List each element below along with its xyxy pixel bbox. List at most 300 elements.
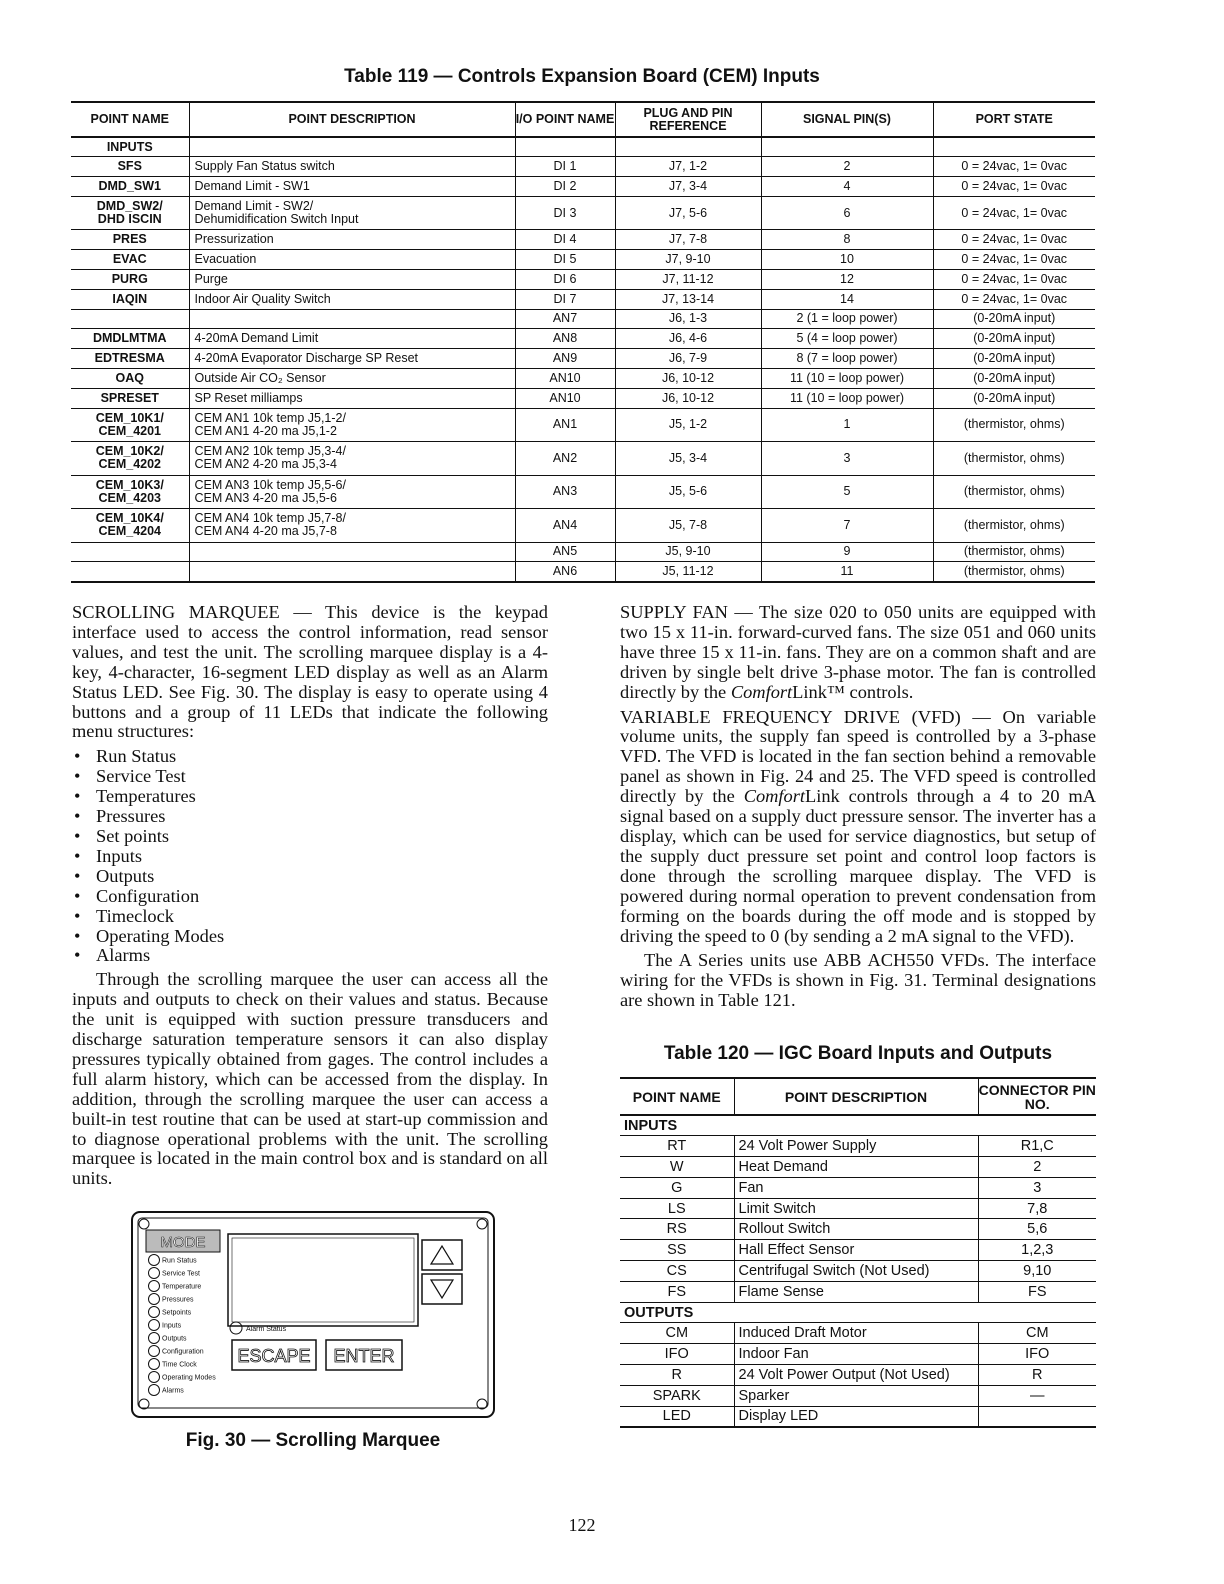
io-point-name: [515, 157, 615, 177]
point-description-text: Indoor Air Quality Switch: [194, 291, 331, 306]
point-name: [71, 329, 189, 349]
table-row: [71, 509, 1095, 543]
signal-pins-text: 3: [843, 450, 851, 465]
list-item: • Set points: [72, 827, 548, 847]
plug-pin-reference-text: J7, 7-8: [668, 232, 708, 247]
list-item: • Timeclock: [72, 907, 548, 927]
connector-pin: IFO: [978, 1344, 1096, 1365]
port-state: [933, 562, 1095, 582]
point-name-text: CEM_10K4/: [95, 511, 164, 526]
plug-pin-reference-text: J5, 3-4: [668, 450, 708, 465]
port-state-text: 0 = 24vac, 1= 0vac: [961, 291, 1068, 306]
right-column: [620, 603, 1096, 1016]
section-label: OUTPUTS: [620, 1302, 1096, 1323]
point-name-text: CEM_10K2/: [95, 444, 164, 459]
point-description-text: Demand Limit - SW1: [194, 178, 310, 193]
point-description-text: CEM AN2 4-20 ma J5,3-4: [194, 457, 337, 472]
port-state: [933, 196, 1095, 230]
signal-pins-text: 2 (1 = loop power): [796, 311, 898, 326]
figure-30-caption: Fig. 30 — Scrolling Marquee: [185, 1430, 441, 1451]
point-name: [71, 368, 189, 388]
io-point-name: [515, 408, 615, 442]
port-state-text: 0 = 24vac, 1= 0vac: [961, 271, 1068, 286]
port-state: [933, 368, 1095, 388]
plug-pin-reference-text: J7, 5-6: [668, 205, 708, 220]
plug-pin-reference: [615, 250, 761, 270]
io-point-name: [515, 250, 615, 270]
io-point-name: [515, 475, 615, 509]
table-row: [71, 388, 1095, 408]
io-point-name-text: DI 7: [553, 291, 577, 306]
point-name-text: DMD_SW1: [98, 178, 161, 193]
point-name: [71, 289, 189, 309]
point-name: [71, 309, 189, 329]
point-description-text: CEM AN2 10k temp J5,3-4/: [194, 444, 346, 459]
mode-led-label: Alarms: [162, 1387, 184, 1395]
connector-pin: 2: [978, 1157, 1096, 1178]
vfd-text-b: Link controls through a 4 to 20 mA signal based on a supply duct pressure sensor. The inverter has a display, which can be used for service diagnostics, but setup of the supply duct pressure set point and control loop factors is done through the scrolling marquee display. The VFD is powered during normal operation to prevent condensation from forming on the boards during the off mode and is stopped by driving the speed to 0 (by sending a 2 mA signal to the VFD).: [620, 786, 1096, 946]
plug-pin-reference-text: J5, 5-6: [668, 484, 708, 499]
table-row: [71, 475, 1095, 509]
empty-cell: [615, 137, 761, 157]
left-column: [72, 603, 548, 1194]
plug-pin-reference: [615, 196, 761, 230]
io-point-name: [515, 349, 615, 369]
connector-pin: FS: [978, 1281, 1096, 1302]
table-row: [71, 289, 1095, 309]
point-description: [189, 562, 515, 582]
empty-cell: [761, 137, 933, 157]
plug-pin-reference: [615, 408, 761, 442]
connector-pin: 3: [978, 1177, 1096, 1198]
plug-pin-reference-text: J5, 7-8: [668, 517, 708, 532]
table-row: [71, 329, 1095, 349]
point-name: [71, 509, 189, 543]
table-row: [71, 368, 1095, 388]
point-name: CS: [620, 1261, 734, 1282]
connector-pin: R1,C: [978, 1136, 1096, 1157]
plug-pin-reference: [615, 509, 761, 543]
col-header: PORT STATE: [933, 102, 1095, 137]
port-state-text: 0 = 24vac, 1= 0vac: [961, 232, 1068, 247]
signal-pins: [761, 368, 933, 388]
alarm-status-label: Alarm Status: [246, 1326, 287, 1333]
table-row: [71, 196, 1095, 230]
point-description-text: Purge: [194, 271, 228, 286]
section-row: [71, 137, 1095, 157]
io-point-name-text: AN1: [552, 417, 578, 432]
col-header: I/O POINT NAME: [515, 102, 615, 137]
point-name-text: CEM_10K3/: [95, 477, 164, 492]
signal-pins-text: 11 (10 = loop power): [789, 390, 905, 405]
port-state-text: 0 = 24vac, 1= 0vac: [961, 178, 1068, 193]
point-description: 24 Volt Power Supply: [734, 1136, 978, 1157]
scrolling-marquee-paragraph: SCROLLING MARQUEE — This device is the keypad interface used to access the control information, read sensor values, and test the unit. The scrolling marquee display is a 4-key, 4-character, 16-segment LED display as well as an Alarm Status LED. See Fig. 30. The display is easy to operate using 4 buttons and a group of 11 LEDs that indicate the following menu structures:: [72, 602, 548, 742]
plug-pin-reference: [615, 329, 761, 349]
point-name-text: EVAC: [112, 252, 147, 267]
escape-label: ESCAPE: [237, 1346, 311, 1366]
io-point-name: [515, 329, 615, 349]
list-item: • Alarms: [72, 946, 548, 966]
port-state: [933, 250, 1095, 270]
port-state-text: (0-20mA input): [973, 351, 1056, 366]
mode-led-label: Inputs: [162, 1322, 182, 1330]
point-description-text: Dehumidification Switch Input: [194, 212, 359, 227]
mode-led-label: Service Test: [162, 1270, 200, 1278]
mode-led-label: Run Status: [162, 1257, 197, 1265]
port-state: [933, 157, 1095, 177]
mode-led-label: Time Clock: [162, 1361, 197, 1369]
mode-led-label: Temperature: [162, 1283, 202, 1291]
connector-pin: 9,10: [978, 1261, 1096, 1282]
mode-led-label: Outputs: [162, 1335, 187, 1343]
section-label: INPUTS: [71, 137, 189, 157]
point-name: IFO: [620, 1344, 734, 1365]
table-119: [71, 101, 1095, 583]
port-state-text: (thermistor, ohms): [963, 517, 1065, 532]
plug-pin-reference-text: J7, 9-10: [665, 252, 711, 267]
port-state: [933, 349, 1095, 369]
plug-pin-reference-text: J7, 3-4: [668, 178, 708, 193]
point-name: W: [620, 1157, 734, 1178]
point-description-text: Outside Air CO₂ Sensor: [194, 370, 326, 385]
plug-pin-reference: [615, 177, 761, 197]
signal-pins-text: 2: [843, 159, 851, 174]
point-description-text: Pressurization: [194, 232, 274, 247]
abb-vfd-paragraph: The A Series units use ABB ACH550 VFDs. The interface wiring for the VFDs is shown in Fig. 31. Terminal designations are shown in Table 121.: [620, 950, 1096, 1011]
io-point-name: [515, 289, 615, 309]
table-row: [620, 1406, 1096, 1427]
port-state: [933, 177, 1095, 197]
signal-pins-text: 14: [840, 291, 854, 306]
mode-led-label: Operating Modes: [162, 1374, 216, 1382]
empty-cell: [515, 137, 615, 157]
table-row: [620, 1136, 1096, 1157]
io-point-name-text: AN5: [552, 544, 578, 559]
scrolling-marquee-figure: [130, 1210, 496, 1420]
port-state: [933, 388, 1095, 408]
signal-pins: [761, 269, 933, 289]
point-description: Flame Sense: [734, 1281, 978, 1302]
io-point-name-text: AN3: [552, 484, 578, 499]
port-state: [933, 309, 1095, 329]
point-description-text: 4-20mA Evaporator Discharge SP Reset: [194, 351, 418, 366]
vfd-paragraph: [620, 708, 1096, 947]
plug-pin-reference-text: J5, 11-12: [662, 564, 714, 578]
port-state: [933, 475, 1095, 509]
point-description: [189, 157, 515, 177]
point-name-text: CEM_4203: [98, 490, 162, 505]
table-header-row: [620, 1078, 1096, 1115]
mode-led-label: Pressures: [162, 1296, 194, 1304]
list-item: • Operating Modes: [72, 927, 548, 947]
port-state: [933, 442, 1095, 476]
plug-pin-reference-text: J7, 1-2: [668, 159, 708, 174]
table-row: [620, 1157, 1096, 1178]
empty-cell: [933, 137, 1095, 157]
point-name-text: SFS: [117, 159, 142, 174]
table-header-row: [71, 102, 1095, 137]
point-description-text: 4-20mA Demand Limit: [194, 331, 319, 346]
col-header: CONNECTOR PIN NO.: [978, 1078, 1096, 1115]
plug-pin-reference: [615, 157, 761, 177]
point-name-text: PRES: [112, 232, 147, 247]
point-description: Heat Demand: [734, 1157, 978, 1178]
table-row: [71, 309, 1095, 329]
port-state: [933, 289, 1095, 309]
point-description: [189, 329, 515, 349]
signal-pins: [761, 250, 933, 270]
point-description: [189, 177, 515, 197]
signal-pins: [761, 230, 933, 250]
port-state: [933, 542, 1095, 562]
io-point-name: [515, 562, 615, 582]
io-point-name: [515, 269, 615, 289]
point-name: SPARK: [620, 1385, 734, 1406]
col-header: POINT DESCRIPTION: [734, 1078, 978, 1115]
section-row: [620, 1115, 1096, 1136]
port-state: [933, 509, 1095, 543]
point-name-text: OAQ: [115, 370, 144, 385]
point-description: Rollout Switch: [734, 1219, 978, 1240]
point-description: Centrifugal Switch (Not Used): [734, 1261, 978, 1282]
point-name-text: DHD ISCIN: [97, 212, 162, 227]
port-state-text: (thermistor, ohms): [963, 544, 1065, 559]
connector-pin: 1,2,3: [978, 1240, 1096, 1261]
io-point-name: [515, 230, 615, 250]
point-description-text: CEM AN1 4-20 ma J5,1-2: [194, 423, 337, 438]
signal-pins: [761, 388, 933, 408]
table-row: [620, 1385, 1096, 1406]
point-description: [189, 289, 515, 309]
comfort-brand: Comfort: [730, 681, 793, 702]
point-description: [189, 349, 515, 369]
port-state-text: (0-20mA input): [973, 370, 1056, 385]
table-row: [620, 1198, 1096, 1219]
port-state-text: (0-20mA input): [973, 390, 1056, 405]
signal-pins: [761, 349, 933, 369]
io-point-name-text: DI 6: [553, 271, 577, 286]
connector-pin: R: [978, 1365, 1096, 1386]
point-name: [71, 388, 189, 408]
table-119-title: Table 119 — Controls Expansion Board (CEM) Inputs: [344, 66, 820, 87]
point-description: Indoor Fan: [734, 1344, 978, 1365]
link-trademark: Link™ controls.: [792, 681, 914, 702]
plug-pin-reference-text: J7, 13-14: [661, 291, 715, 306]
port-state-text: (thermistor, ohms): [963, 417, 1065, 432]
point-description-text: SP Reset milliamps: [194, 390, 303, 405]
port-state-text: (thermistor, ohms): [963, 450, 1065, 465]
io-point-name: [515, 177, 615, 197]
signal-pins-text: 1: [843, 417, 851, 432]
plug-pin-reference-text: J7, 11-12: [662, 271, 714, 286]
supply-fan-text: SUPPLY FAN — The size 020 to 050 units are equipped with two 15 x 11-in. forward-curved fans. The size 051 and 060 units have three 15 x 11-in. fans. They are on a common shaft and are driven by single belt drive 3-phase motor. The fan is controlled directly by the: [620, 602, 1096, 702]
enter-label: ENTER: [333, 1346, 395, 1366]
io-point-name-text: AN2: [552, 450, 578, 465]
port-state-text: (0-20mA input): [973, 311, 1056, 326]
signal-pins-text: 6: [843, 205, 851, 220]
point-name: [71, 157, 189, 177]
point-name: RT: [620, 1136, 734, 1157]
io-point-name-text: DI 1: [553, 159, 577, 174]
point-name: LED: [620, 1406, 734, 1427]
table-row: [620, 1344, 1096, 1365]
plug-pin-reference: [615, 289, 761, 309]
table-120: [620, 1077, 1096, 1428]
point-description: Display LED: [734, 1406, 978, 1427]
point-name-text: DMDLMTMA: [92, 331, 167, 346]
list-item: • Outputs: [72, 867, 548, 887]
point-name-text: CEM_4204: [98, 524, 162, 539]
table-row: [620, 1281, 1096, 1302]
point-description: [189, 388, 515, 408]
table-row: [71, 408, 1095, 442]
point-description-text: CEM AN3 10k temp J5,5-6/: [194, 477, 346, 492]
table-row: [71, 349, 1095, 369]
signal-pins: [761, 509, 933, 543]
signal-pins: [761, 289, 933, 309]
connector-pin: 7,8: [978, 1198, 1096, 1219]
io-point-name-text: AN4: [552, 517, 578, 532]
table-row: [71, 177, 1095, 197]
signal-pins: [761, 542, 933, 562]
signal-pins-text: 10: [840, 252, 854, 267]
point-description: [189, 509, 515, 543]
point-name: [71, 442, 189, 476]
mode-label: MODE: [160, 1234, 206, 1251]
signal-pins-text: 12: [840, 271, 854, 286]
mode-led-label: Configuration: [162, 1348, 204, 1356]
signal-pins-text: 8: [843, 232, 851, 247]
table-row: [71, 157, 1095, 177]
table-row: [620, 1261, 1096, 1282]
point-description-text: CEM AN3 4-20 ma J5,5-6: [194, 490, 337, 505]
signal-pins: [761, 408, 933, 442]
col-header: PLUG AND PIN REFERENCE: [615, 102, 761, 137]
point-name-text: CEM_4201: [98, 423, 162, 438]
marquee-device-drawing: [130, 1210, 496, 1420]
point-name: [71, 230, 189, 250]
table-row: [620, 1240, 1096, 1261]
signal-pins: [761, 442, 933, 476]
point-description: Hall Effect Sensor: [734, 1240, 978, 1261]
port-state-text: 0 = 24vac, 1= 0vac: [961, 252, 1068, 267]
mode-led-label: Setpoints: [162, 1309, 192, 1317]
point-name-text: IAQIN: [112, 291, 148, 306]
col-header: SIGNAL PIN(S): [761, 102, 933, 137]
point-description-text: CEM AN4 10k temp J5,7-8/: [194, 511, 346, 526]
section-row: [620, 1302, 1096, 1323]
point-description: Limit Switch: [734, 1198, 978, 1219]
point-description-text: Evacuation: [194, 252, 257, 267]
io-point-name: [515, 509, 615, 543]
point-description: 24 Volt Power Output (Not Used): [734, 1365, 978, 1386]
point-description: [189, 269, 515, 289]
point-name: [71, 475, 189, 509]
signal-pins-text: 8 (7 = loop power): [796, 351, 898, 366]
point-name: FS: [620, 1281, 734, 1302]
point-description: [189, 230, 515, 250]
point-description: [189, 196, 515, 230]
point-name: SS: [620, 1240, 734, 1261]
signal-pins-text: 4: [843, 178, 851, 193]
plug-pin-reference: [615, 309, 761, 329]
point-name-text: PURG: [111, 271, 148, 286]
plug-pin-reference-text: J6, 10-12: [661, 370, 715, 385]
connector-pin: 5,6: [978, 1219, 1096, 1240]
port-state: [933, 329, 1095, 349]
table-row: [71, 250, 1095, 270]
point-name: [71, 349, 189, 369]
plug-pin-reference-text: J5, 9-10: [665, 544, 711, 559]
table-row: [620, 1177, 1096, 1198]
io-point-name-text: DI 4: [553, 232, 577, 247]
plug-pin-reference: [615, 562, 761, 582]
col-header: POINT DESCRIPTION: [189, 102, 515, 137]
table-row: [71, 562, 1095, 582]
point-name: [71, 269, 189, 289]
signal-pins: [761, 562, 933, 582]
signal-pins-text: 7: [843, 517, 851, 532]
point-name: [71, 196, 189, 230]
point-description-text: CEM AN1 10k temp J5,1-2/: [194, 410, 346, 425]
port-state-text: (0-20mA input): [973, 331, 1056, 346]
table-row: [71, 269, 1095, 289]
point-name: LS: [620, 1198, 734, 1219]
table-120-title: Table 120 — IGC Board Inputs and Outputs: [663, 1043, 1053, 1064]
point-name: R: [620, 1365, 734, 1386]
io-point-name-text: AN9: [552, 351, 578, 366]
point-description: [189, 408, 515, 442]
connector-pin: [978, 1406, 1096, 1427]
col-header: POINT NAME: [71, 102, 189, 137]
point-name: [71, 562, 189, 582]
point-description-text: CEM AN4 4-20 ma J5,7-8: [194, 524, 337, 539]
page-number: 122: [568, 1515, 596, 1535]
io-point-name-text: AN8: [552, 331, 578, 346]
connector-pin: —: [978, 1385, 1096, 1406]
vfd-text-a: VARIABLE FREQUENCY DRIVE (VFD) — On variable volume units, the supply fan speed is controlled by a 3-phase VFD. The VFD is located in the fan section behind a removable panel as shown in Fig. 24 and 25. The VFD speed is controlled directly by the: [620, 706, 1096, 807]
point-name-text: CEM_10K1/: [95, 410, 164, 425]
point-description: Induced Draft Motor: [734, 1323, 978, 1344]
table-row: [71, 230, 1095, 250]
signal-pins-text: 11: [840, 564, 854, 578]
signal-pins: [761, 475, 933, 509]
point-description: [189, 475, 515, 509]
signal-pins-text: 5 (4 = loop power): [796, 331, 898, 346]
point-name: CM: [620, 1323, 734, 1344]
io-point-name: [515, 542, 615, 562]
point-name-text: EDTRESMA: [94, 351, 165, 366]
comfort-brand: Comfort: [743, 786, 806, 807]
io-point-name: [515, 196, 615, 230]
port-state-text: 0 = 24vac, 1= 0vac: [961, 159, 1068, 174]
table-row: [620, 1365, 1096, 1386]
list-item: • Pressures: [72, 807, 548, 827]
marquee-access-paragraph: Through the scrolling marquee the user can access all the inputs and outputs to check on their values and status. Because the unit is equipped with suction pressure transducers and discharge saturation temperature sensors it can also display pressures typically obtained from gages. The control includes a full alarm history, which can be accessed from the display. In addition, through the scrolling marquee the user can access a built-in test routine that can be used at start-up commission and to diagnose operational problems with the unit. The scrolling marquee is located in the main control box and is standard on all units.: [72, 969, 548, 1189]
point-description: [189, 250, 515, 270]
point-name: [71, 177, 189, 197]
list-item: • Inputs: [72, 847, 548, 867]
point-description: [189, 309, 515, 329]
table-row: [620, 1323, 1096, 1344]
port-state: [933, 269, 1095, 289]
list-item: • Configuration: [72, 887, 548, 907]
signal-pins-text: 11 (10 = loop power): [789, 370, 905, 385]
point-name: [71, 542, 189, 562]
io-point-name-text: AN7: [552, 311, 578, 326]
plug-pin-reference: [615, 368, 761, 388]
